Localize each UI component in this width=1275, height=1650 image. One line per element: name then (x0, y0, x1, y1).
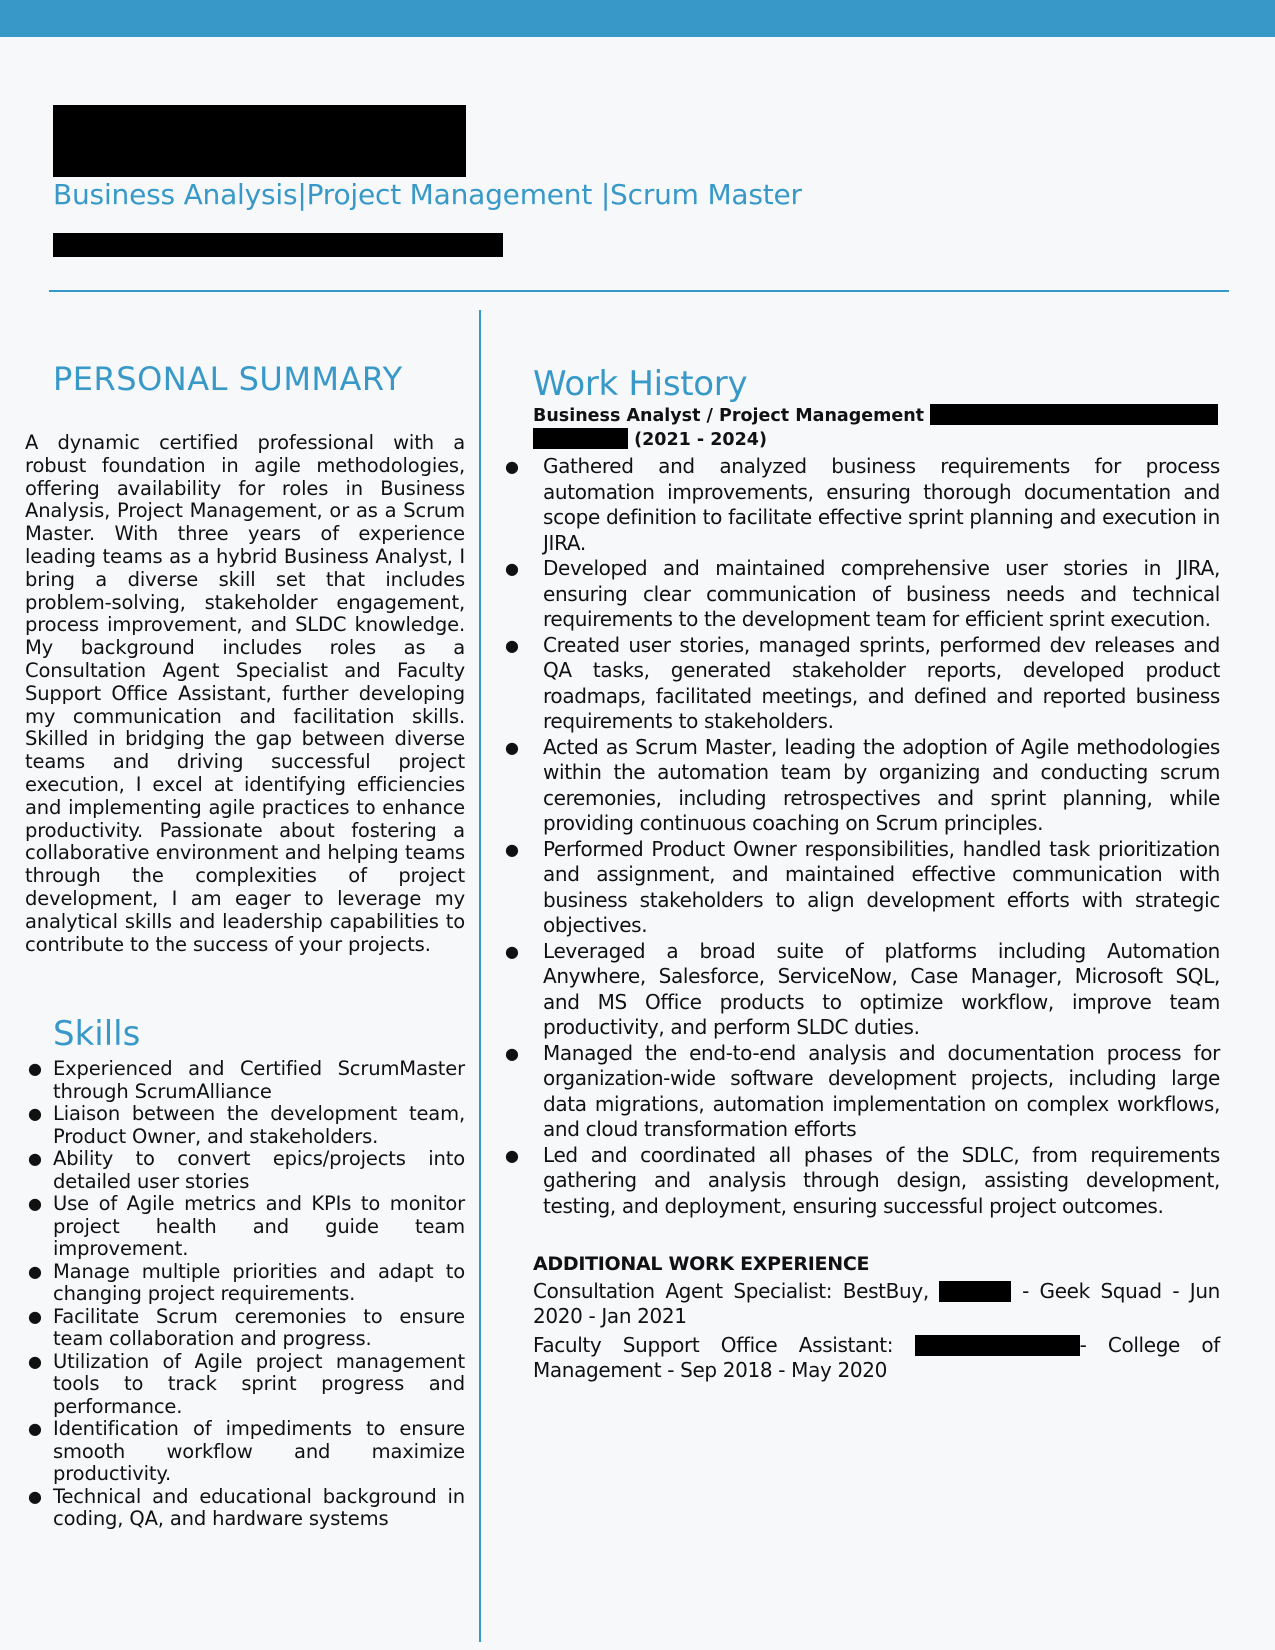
bullet-icon: ● (505, 1145, 519, 1165)
job-header (533, 404, 1220, 452)
job-dates: (2021 - 2024) (634, 430, 767, 450)
location-redaction (939, 1281, 1011, 1302)
contact-redaction (53, 233, 503, 257)
job-item: ● Leveraged a broad suite of platforms including Automation Anywhere, Salesforce, ServiceNow, Case Manager, Microsoft SQL, and MS Office products to optimize workflow, improve team productivity, and perform SLDC duties. (505, 938, 1220, 1039)
bullet-icon: ● (505, 457, 519, 476)
job-item: ● Created user stories, managed sprints, performed dev releases and QA tasks, generated stakeholder reports, developed product roadmaps, facilitated meetings, and defined and reported business requirements to stakeholders. (505, 632, 1220, 733)
skill-item: ● Facilitate Scrum ceremonies to ensure team collaboration and progress. (28, 1304, 465, 1351)
skill-item: ● Utilization of Agile project management tools to track sprint progress and performance. (28, 1349, 465, 1418)
personal-summary-title: PERSONAL SUMMARY (53, 360, 403, 398)
headline: Business Analysis|Project Management |Scrum Master (53, 178, 802, 211)
skills-title: Skills (53, 1014, 141, 1055)
bullet-icon: ● (28, 1306, 42, 1326)
top-accent-band (0, 0, 1275, 37)
employer-redaction (930, 404, 1218, 425)
skill-item: ● Experienced and Certified ScrumMaster through ScrumAlliance (28, 1057, 465, 1103)
job-responsibilities (505, 454, 1220, 1219)
job-item: ● Gathered and analyzed business requirements for process automation improvements, ensuring thorough documentation and scope definition to facilitate effective sprint planning and execution in JIRA. (505, 454, 1220, 555)
bullet-icon: ● (28, 1486, 42, 1506)
job-item: ● Acted as Scrum Master, leading the adoption of Agile methodologies within the automation team by organizing and conducting scrum ceremonies, including retrospectives and sprint planning, while providing continuous coaching on Scrum principles. (505, 734, 1220, 835)
skill-item: ● Liaison between the development team, Product Owner, and stakeholders. (28, 1102, 465, 1148)
job-item: ● Performed Product Owner responsibilities, handled task prioritization and assignment, and maintained effective communication with business stakeholders to align development efforts with strategic objectives. (505, 836, 1220, 937)
additional-experience-item: Faculty Support Office Assistant: - College of Management - Sep 2018 - May 2020 (533, 1333, 1220, 1382)
bullet-icon: ● (28, 1104, 42, 1124)
bullet-icon: ● (505, 559, 519, 578)
additional-experience-title: ADDITIONAL WORK EXPERIENCE (533, 1253, 870, 1275)
skill-item: ● Ability to convert epics/projects into detailed user stories (28, 1147, 465, 1193)
job-item: ● Developed and maintained comprehensive user stories in JIRA, ensuring clear communication of business needs and technical requirements to the development team for efficient sprint execution. (505, 556, 1220, 631)
left-column (25, 360, 465, 1531)
bullet-icon: ● (28, 1351, 42, 1371)
skill-item: ● Identification of impediments to ensure smooth workflow and maximize productivity. (28, 1417, 465, 1486)
bullet-icon: ● (505, 1043, 519, 1063)
skills-list (25, 1058, 465, 1531)
bullet-icon: ● (505, 635, 519, 655)
work-history-title: Work History (533, 364, 748, 404)
bullet-icon: ● (505, 839, 519, 859)
skill-item: ● Technical and educational background in coding, QA, and hardware systems (28, 1484, 465, 1531)
bullet-icon: ● (28, 1149, 42, 1169)
location-redaction (533, 428, 628, 449)
employer-redaction (915, 1335, 1080, 1356)
bullet-icon: ● (505, 737, 519, 757)
bullet-icon: ● (28, 1059, 42, 1079)
skill-item: ● Manage multiple priorities and adapt to changing project requirements. (28, 1259, 465, 1306)
bullet-icon: ● (28, 1419, 42, 1439)
additional-experience-item: Consultation Agent Specialist: BestBuy, - Geek Squad - Jun 2020 - Jan 2021 (533, 1279, 1220, 1328)
skill-item: ● Use of Agile metrics and KPIs to monitor project health and guide team improvement. (28, 1192, 465, 1261)
bullet-icon: ● (28, 1261, 42, 1281)
job-item: ● Managed the end-to-end analysis and documentation process for organization-wide software development projects, including large data migrations, automation implementation on complex workflows, and cloud transformation efforts (505, 1040, 1220, 1141)
right-column (505, 364, 1220, 1383)
header-divider (49, 290, 1229, 292)
name-redaction (53, 105, 466, 177)
bullet-icon: ● (505, 941, 519, 961)
job-item: ● Led and coordinated all phases of the SDLC, from requirements gathering and analysis through design, assisting development, testing, and deployment, ensuring successful project outcomes. (505, 1142, 1220, 1218)
column-divider (479, 310, 481, 1642)
job-role: Business Analyst / Project Management (533, 406, 925, 426)
bullet-icon: ● (28, 1194, 42, 1214)
personal-summary-text: A dynamic certified professional with a robust foundation in agile methodologies, offering availability for roles in Business Analysis, Project Management, or as a Scrum Master. With three years of experience leading teams as a hybrid Business Analyst, I bring a diverse skill set that includes problem-solving, stakeholder engagement, process improvement, and SLDC knowledge. My background includes roles as a Consultation Agent Specialist and Faculty Support Office Assistant, further developing my communication and facilitation skills. Skilled in bridging the gap between diverse teams and driving successful project execution, I excel at identifying efficiencies and implementing agile practices to enhance productivity. Passionate about fostering a collaborative environment and helping teams through the complexities of project development, I am eager to leverage my analytical skills and leadership capabilities to contribute to the success of your projects. (25, 431, 465, 956)
